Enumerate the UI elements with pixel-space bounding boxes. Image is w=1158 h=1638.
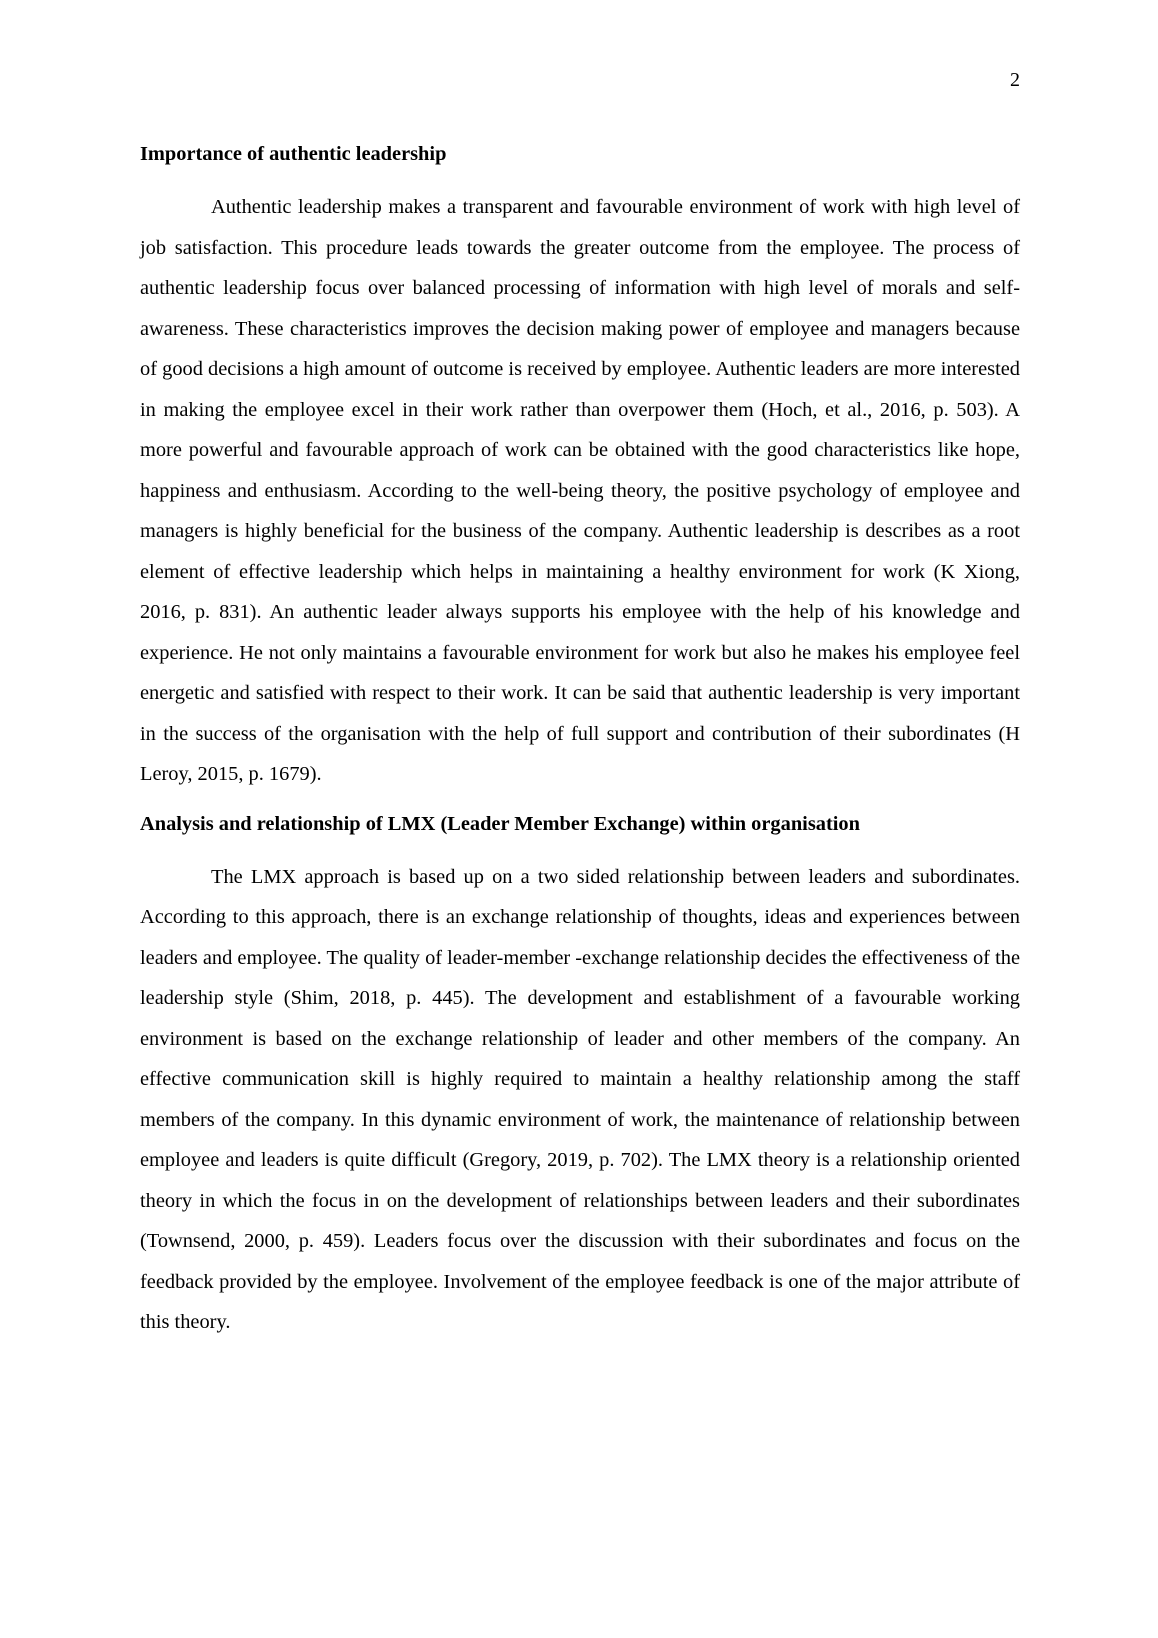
document-body <box>140 137 1020 1355</box>
section-heading-authentic-leadership: Importance of authentic leadership <box>140 143 447 165</box>
section-paragraph-lmx: The LMX approach is based up on a two sided relationship between leaders and subordinates. According to this approach, there is an exchange relationship of thoughts, ideas and experiences between leaders and employee. The quality of leader-member -exchange relationship decides the effectiveness of the leadership style (Shim, 2018, p. 445). The development and establishment of a favourable working environment is based on the exchange relationship of leader and other members of the company. An effective communication skill is highly required to maintain a healthy relationship among the staff members of the company. In this dynamic environment of work, the maintenance of relationship between employee and leaders is quite difficult (Gregory, 2019, p. 702). The LMX theory is a relationship oriented theory in which the focus in on the development of relationships between leaders and their subordinates (Townsend, 2000, p. 459). Leaders focus over the discussion with their subordinates and focus on the feedback provided by the employee. Involvement of the employee feedback is one of the major attribute of this theory. <box>140 865 1020 1333</box>
page-number: 2 <box>1010 69 1020 91</box>
section-paragraph-authentic-leadership: Authentic leadership makes a transparent and favourable environment of work with high level of job satisfaction. This procedure leads towards the greater outcome from the employee. The process of authentic leadership focus over balanced processing of information with high level of morals and self- awareness. These characteristics improves the decision making power of employee and managers because of good decisions a high amount of outcome is received by employee. Authentic leaders are more interested in making the employee excel in their work rather than overpower them (Hoch, et al., 2016, p. 503). A more powerful and favourable approach of work can be obtained with the good characteristics like hope, happiness and enthusiasm. According to the well-being theory, the positive psychology of employee and managers is highly beneficial for the business of the company. Authentic leadership is describes as a root element of effective leadership which helps in maintaining a healthy environment for work (K Xiong, 2016, p. 831). An authentic leader always supports his employee with the help of his knowledge and experience. He not only maintains a favourable environment for work but also he makes his employee feel energetic and satisfied with respect to their work. It can be said that authentic leadership is very important in the success of the organisation with the help of full support and contribution of their subordinates (H Leroy, 2015, p. 1679). <box>140 196 1020 785</box>
section-heading-lmx: Analysis and relationship of LMX (Leader Member Exchange) within organisation <box>140 812 860 835</box>
